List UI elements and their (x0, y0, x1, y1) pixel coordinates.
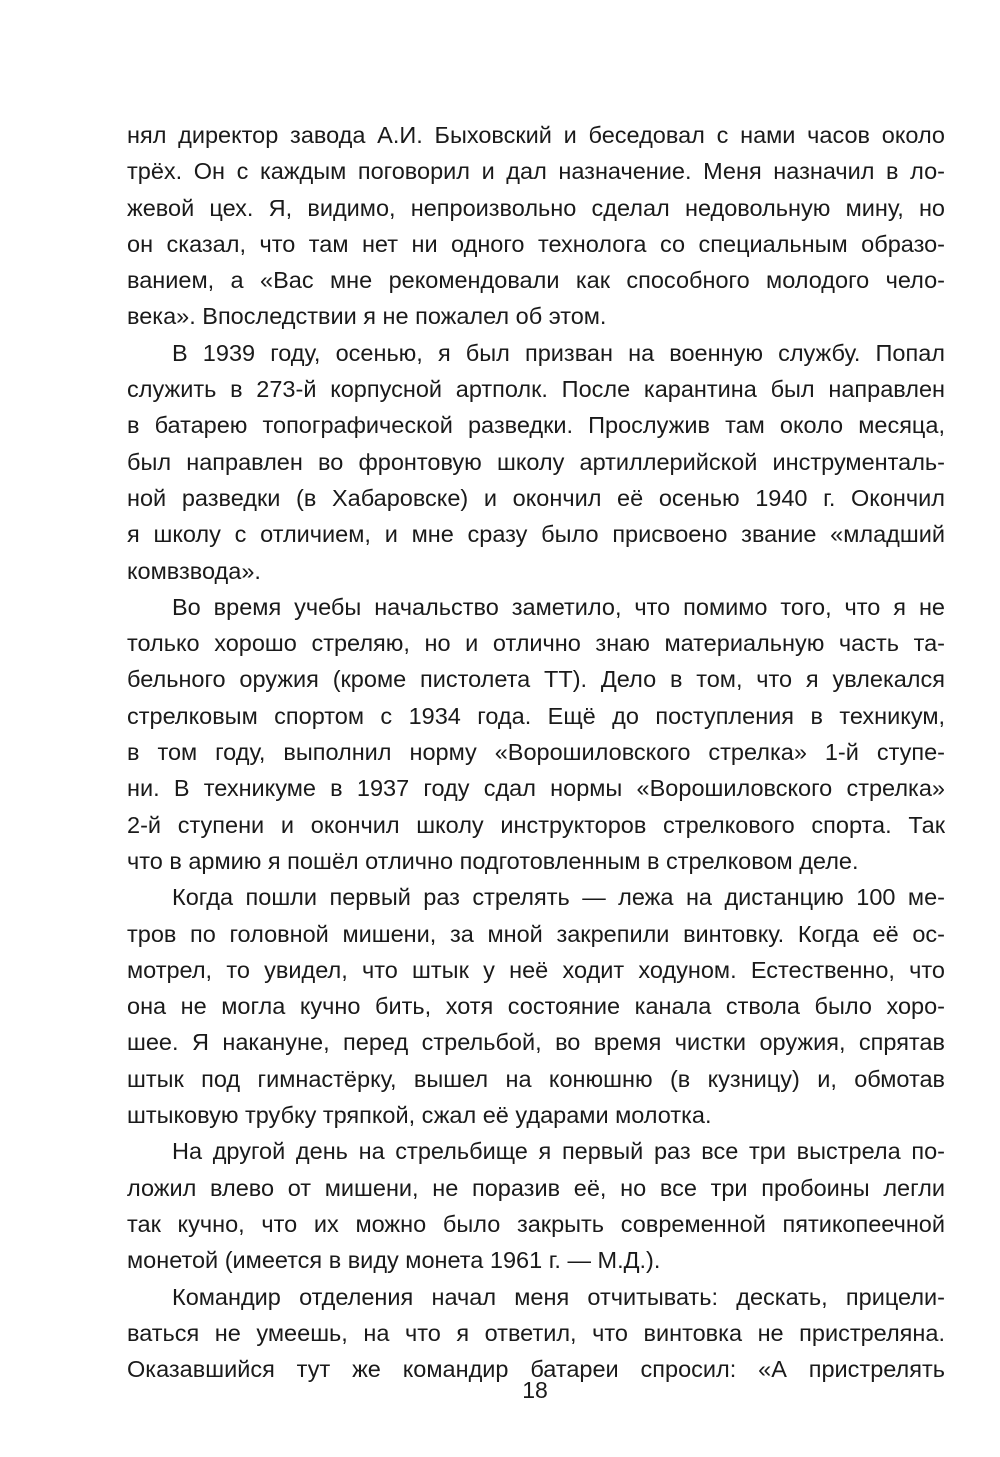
text-line: жевой цех. Я, видимо, непроизвольно сделал недовольную мину, но (127, 194, 945, 221)
text-line: Оказавшийся тут же командир батареи спросил: «А пристрелять (127, 1356, 945, 1383)
text-line: только хорошо стреляю, но и отлично знаю материальную часть та- (127, 630, 945, 657)
text-line: ваться не умеешь, на что я ответил, что винтовка не пристреляна. (127, 1319, 945, 1346)
paragraph-first-line: Когда пошли первый раз стрелять — лежа на дистанцию 100 ме- (172, 884, 945, 911)
text-line: штык под гимнастёрку, вышел на конюшню (в кузницу) и, обмотав (127, 1065, 945, 1092)
paragraph-first-line: Во время учебы начальство заметило, что помимо того, что я не (172, 593, 945, 620)
text-line: она не могла кучно бить, хотя состояние канала ствола было хоро- (127, 993, 945, 1020)
text-line: шее. Я накануне, перед стрельбой, во время чистки оружия, спрятав (127, 1029, 945, 1056)
text-line: стрелковым спортом с 1934 года. Ещё до поступления в техникум, (127, 702, 945, 729)
body-text (127, 117, 945, 1387)
text-line: я школу с отличием, и мне сразу было присвоено звание «младший (127, 521, 945, 548)
paragraph-first-line: В 1939 году, осенью, я был призван на военную службу. Попал (172, 339, 945, 366)
text-line: 2-й ступени и окончил школу инструкторов стрелкового спорта. Так (127, 811, 945, 838)
text-line: мотрел, то увидел, что штык у неё ходит ходуном. Естественно, что (127, 956, 945, 983)
text-line: ванием, а «Вас мне рекомендовали как способного молодого чело- (127, 267, 945, 294)
text-line: так кучно, что их можно было закрыть современной пятикопеечной (127, 1210, 945, 1237)
text-line: в том году, выполнил норму «Ворошиловского стрелка» 1-й ступе- (127, 739, 945, 766)
text-line: ложил влево от мишени, не поразив её, но все три пробоины легли (127, 1174, 945, 1201)
page-number: 18 (522, 1377, 548, 1403)
text-line: века». Впоследствии я не пожалел об этом. (127, 303, 607, 330)
paragraph-first-line: Командир отделения начал меня отчитывать: дескать, прицели- (172, 1283, 945, 1310)
text-line: тров по головной мишени, за мной закрепили винтовку. Когда её ос- (127, 920, 945, 947)
text-line: что в армию я пошёл отлично подготовленным в стрелковом деле. (127, 847, 859, 874)
paragraph-first-line: На другой день на стрельбище я первый раз все три выстрела по- (172, 1138, 945, 1165)
text-line: комвзвода». (127, 557, 261, 584)
text-line: служить в 273-й корпусной артполк. После карантина был направлен (127, 376, 945, 403)
text-line: трёх. Он с каждым поговорил и дал назначение. Меня назначил в ло- (127, 158, 945, 185)
text-line: штыковую трубку тряпкой, сжал её ударами молотка. (127, 1102, 712, 1129)
text-line: был направлен во фронтовую школу артиллерийской инструменталь- (127, 448, 945, 475)
text-line: бельного оружия (кроме пистолета ТТ). Дело в том, что я увлекался (127, 666, 945, 693)
text-line: в батарею топографической разведки. Прослужив там около месяца, (127, 412, 945, 439)
text-line: ни. В техникуме в 1937 году сдал нормы «Ворошиловского стрелка» (127, 775, 945, 802)
text-line: ной разведки (в Хабаровске) и окончил её осенью 1940 г. Окончил (127, 484, 945, 511)
text-line: он сказал, что там нет ни одного технолога со специальным образо- (127, 230, 945, 257)
text-line: монетой (имеется в виду монета 1961 г. — М.Д.). (127, 1247, 661, 1274)
text-line: нял директор завода А.И. Быховский и беседовал с нами часов около (127, 122, 945, 148)
